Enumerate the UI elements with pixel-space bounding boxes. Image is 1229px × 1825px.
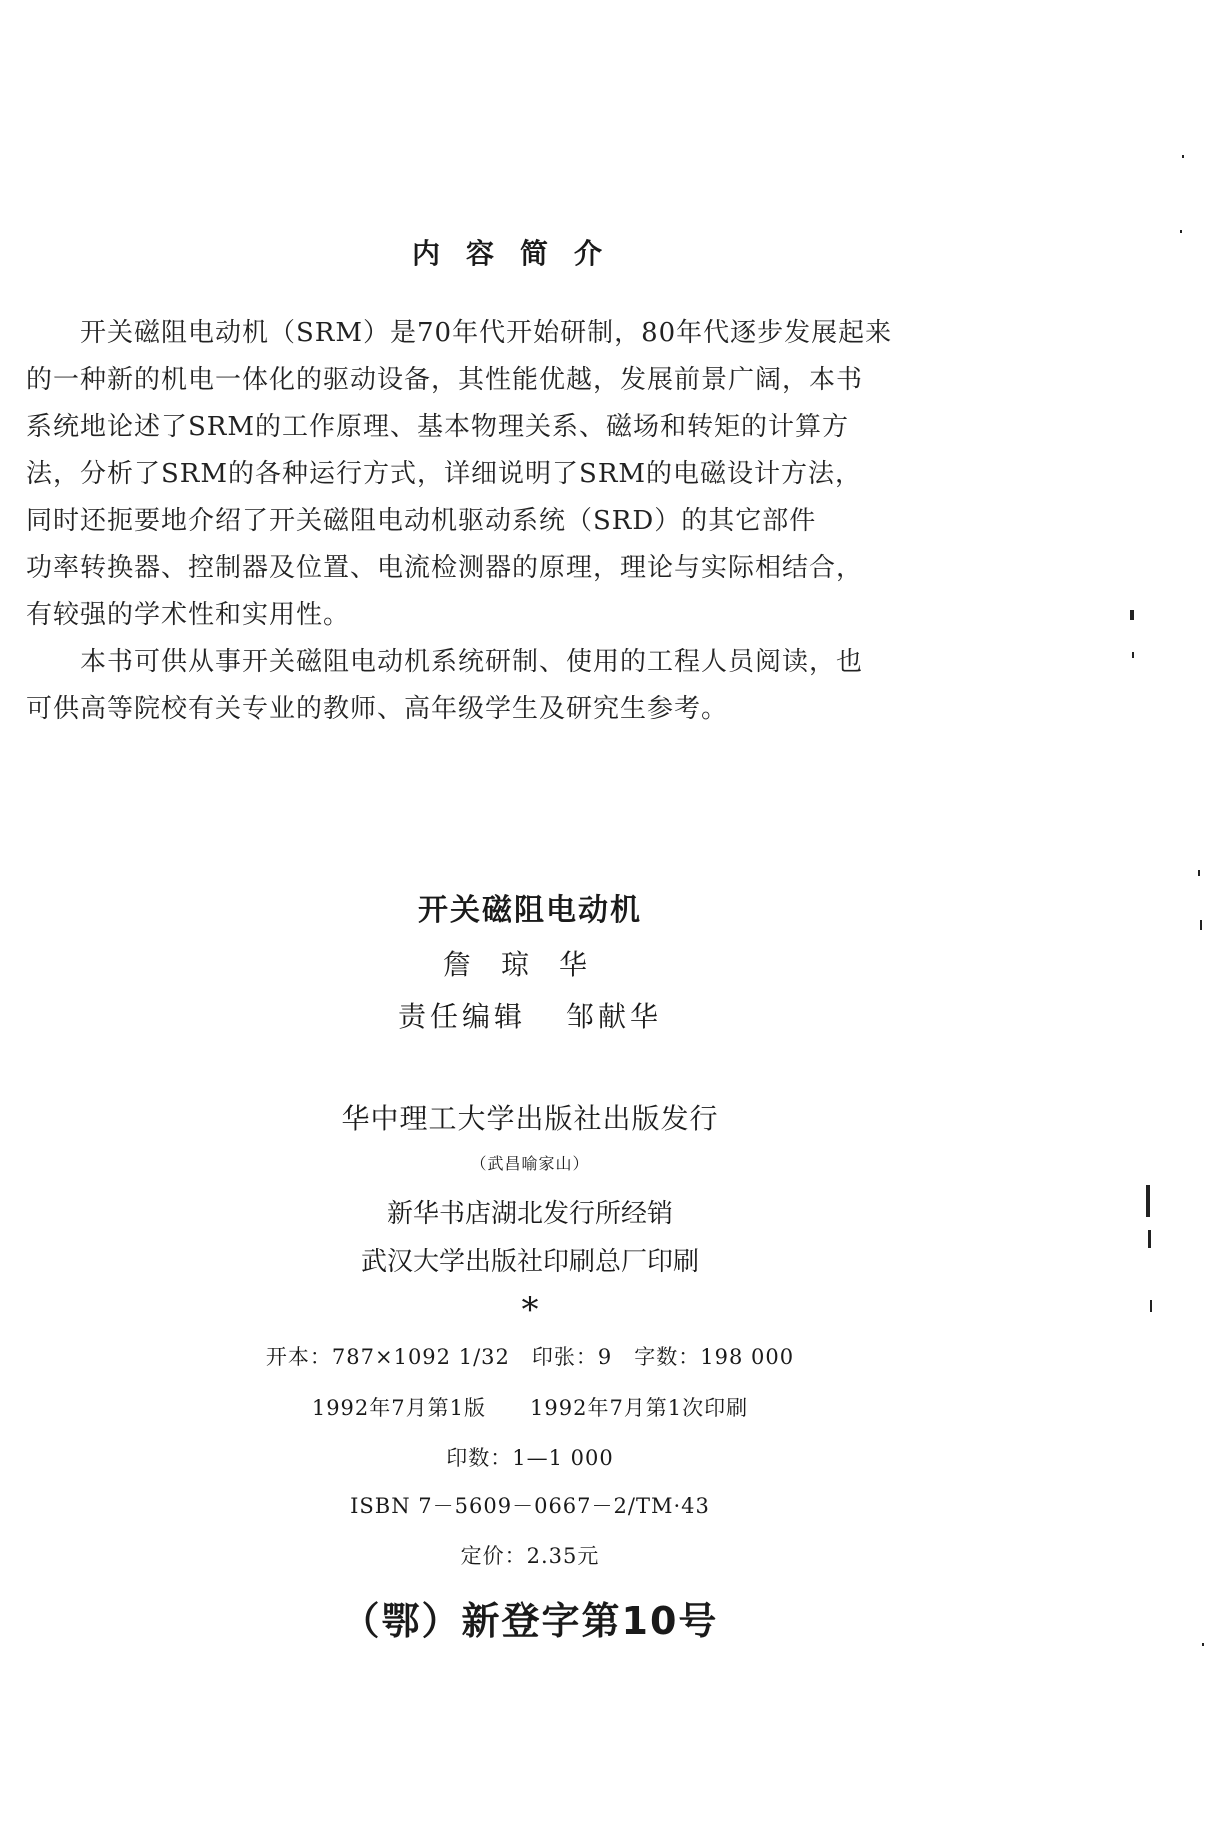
price: 定价：2.35元 <box>460 1544 600 1568</box>
publisher: 华中理工大学出版社出版发行 <box>341 1102 719 1135</box>
separator-asterisk: * <box>521 1290 539 1330</box>
summary-line: 功率转换器、控制器及位置、电流检测器的原理，理论与实际相结合， <box>26 553 864 583</box>
editor-name: 邹献华 <box>566 1000 663 1033</box>
printing: 1992年7月第1次印刷 <box>530 1396 749 1420</box>
publisher-address: （武昌喻家山） <box>470 1154 590 1173</box>
spec-line-format <box>0 1341 1060 1371</box>
summary-line: 的一种新的机电一体化的驱动设备，其性能优越，发展前景广阔，本书 <box>26 365 864 395</box>
editor-line <box>0 995 1060 1035</box>
print-run: 印数：1—1 000 <box>446 1446 614 1470</box>
summary-heading: 内容简介 <box>411 237 628 270</box>
edition: 1992年7月第1版 <box>311 1396 486 1420</box>
author-name: 詹琼华 <box>442 948 617 981</box>
summary-line: 可供高等院校有关专业的教师、高年级学生及研究生参考。 <box>26 694 729 724</box>
summary-line: 系统地论述了SRM的工作原理、基本物理关系、磁场和转矩的计算方 <box>26 412 850 442</box>
isbn: ISBN 7－5609－0667－2/TM·43 <box>350 1494 710 1518</box>
summary-line: 法，分析了SRM的各种运行方式，详细说明了SRM的电磁设计方法， <box>26 459 863 489</box>
registration-number: （鄂）新登字第10号 <box>341 1599 719 1643</box>
scan-speck <box>1198 870 1200 876</box>
scan-speck <box>1182 155 1184 158</box>
scan-speck <box>1130 610 1134 620</box>
scan-speck <box>1180 230 1182 233</box>
format: 开本：787×1092 1/32 <box>265 1345 510 1369</box>
spec-line-edition <box>0 1392 1060 1422</box>
book-title: 开关磁阻电动机 <box>418 893 642 928</box>
scan-speck <box>1148 1230 1151 1248</box>
sheets: 印张：9 <box>531 1345 613 1369</box>
summary-line: 开关磁阻电动机（SRM）是70年代开始研制，80年代逐步发展起来 <box>80 318 893 348</box>
summary-line: 同时还扼要地介绍了开关磁阻电动机驱动系统（SRD）的其它部件 <box>26 506 817 536</box>
scan-speck <box>1150 1300 1152 1312</box>
scan-speck <box>1132 652 1134 658</box>
word-count: 字数：198 000 <box>634 1345 795 1369</box>
distributor: 新华书店湖北发行所经销 <box>386 1199 673 1229</box>
summary-line: 有较强的学术性和实用性。 <box>26 600 351 630</box>
scan-speck <box>1202 1643 1204 1646</box>
scan-speck <box>1146 1185 1150 1217</box>
editor-label: 责任编辑 <box>397 1000 526 1033</box>
scan-speck <box>1200 920 1202 930</box>
summary-line: 本书可供从事开关磁阻电动机系统研制、使用的工程人员阅读，也 <box>80 647 864 677</box>
printer: 武汉大学出版社印刷总厂印刷 <box>360 1247 699 1277</box>
